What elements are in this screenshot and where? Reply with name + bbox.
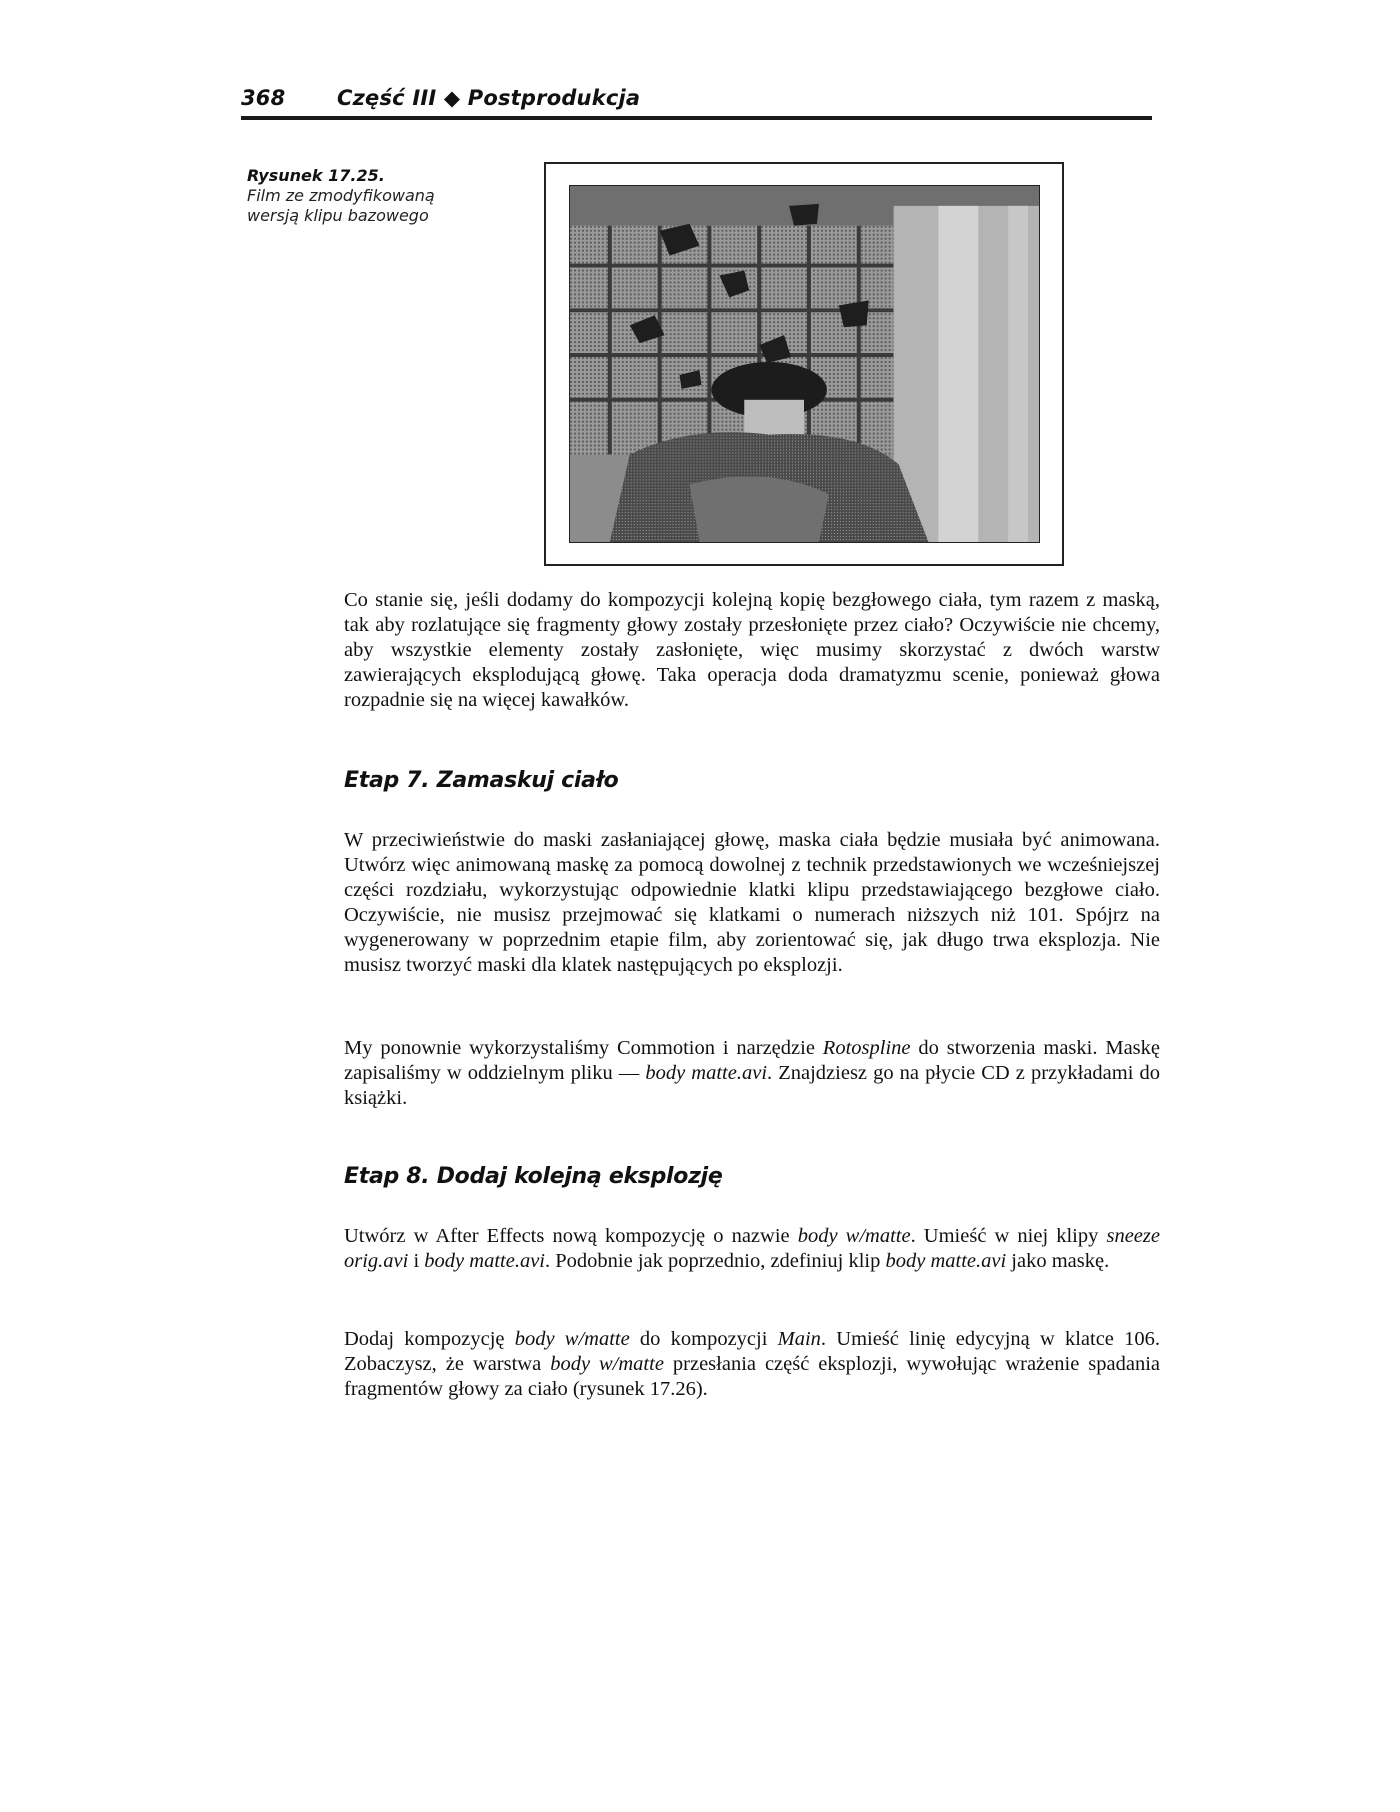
heading-step-8: Etap 8. Dodaj kolejną eksplozję bbox=[344, 1164, 723, 1189]
page-number: 368 bbox=[241, 86, 286, 110]
figure-caption-text: Film ze zmodyfikowaną wersją klipu bazowego bbox=[247, 186, 435, 225]
figure-label: Rysunek 17.25. bbox=[247, 166, 385, 185]
paragraph-5: Dodaj kompozycję body w/matte do kompozycji Main. Umieść linię edycyjną w klatce 106. Zobaczysz, że warstwa body w/matte przesłania część eksplozji, wywołując wrażenie spadania fragmentów głowy za ciało (rysunek 17.26). bbox=[344, 1328, 1160, 1400]
running-header bbox=[241, 86, 1152, 120]
paragraph-1: Co stanie się, jeśli dodamy do kompozycji kolejną kopię bezgłowego ciała, tym razem z maską, tak aby rozlatujące się fragmenty głowy zostały przesłonięte przez ciało? Oczywiście nie chcemy, aby wszystkie elementy zostały zasłonięte, więc musimy skorzystać z dwóch warstw zawierających eksplodującą głowę. Taka operacja doda dramatyzmu scenie, ponieważ głowa rozpadnie się na więcej kawałków. bbox=[344, 589, 1160, 711]
paragraph-4: Utwórz w After Effects nową kompozycję o nazwie body w/matte. Umieść w niej klipy sneeze orig.avi i body matte.avi. Podobnie jak poprzednio, zdefiniuj klip body matte.avi jako maskę. bbox=[344, 1225, 1160, 1272]
figure-caption bbox=[247, 166, 477, 226]
film-frame-image bbox=[569, 185, 1040, 543]
paragraph-3: My ponownie wykorzystaliśmy Commotion i narzędzie Rotospline do stworzenia maski. Maskę zapisaliśmy w oddzielnym pliku — body matte.avi. Znajdziesz go na płycie CD z przykładami do książki. bbox=[344, 1037, 1161, 1109]
section-title: Część III ◆ Postprodukcja bbox=[337, 86, 641, 110]
paragraph-2: W przeciwieństwie do maski zasłaniającej głowę, maska ciała będzie musiała być animowana. Utwórz więc animowaną maskę za pomocą dowolnej z technik przedstawionych we wcześniejszej części rozdziału, wykorzystując odpowiednie klatki klipu przedstawiającego bezgłowe ciało. Oczywiście, nie musisz przejmować się klatkami o numerach niższych niż 101. Spójrz na wygenerowany w poprzednim etapie film, aby zorientować się, jak długo trwa eksplozja. Nie musisz tworzyć maski dla klatek następujących po eksplozji. bbox=[344, 829, 1160, 976]
heading-step-7: Etap 7. Zamaskuj ciało bbox=[344, 768, 619, 793]
figure-frame bbox=[544, 162, 1064, 566]
